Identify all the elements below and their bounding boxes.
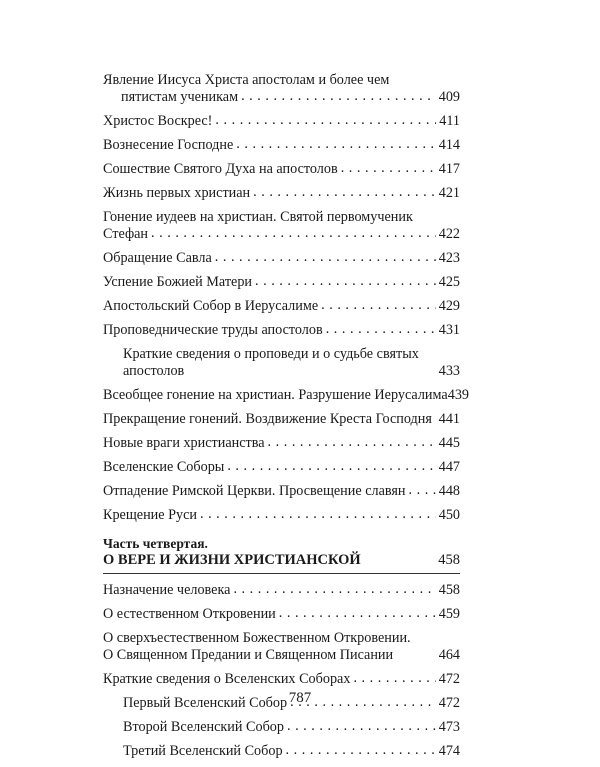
leader-dots [227, 458, 435, 475]
toc-entry-title: Первый Вселенский Собор [123, 695, 288, 711]
toc-page-number: 473 [438, 719, 460, 735]
toc-page-number: 472 [438, 671, 460, 687]
toc-subentry [123, 346, 460, 380]
leader-dots [200, 506, 436, 523]
toc-entry-title: пятистам ученикам [121, 89, 239, 105]
toc-entry-title: Проповеднические труды апостолов [103, 322, 323, 338]
toc-entry [103, 630, 460, 664]
toc-entry-title: Вселенские Соборы [103, 459, 225, 475]
toc-entry-title: О Священном Предании и Священном Писании [103, 647, 394, 663]
toc-page-number: 472 [438, 695, 460, 711]
toc-page-number: 417 [438, 161, 460, 177]
toc-page-number: 433 [438, 363, 460, 379]
page-number: 787 [288, 690, 312, 706]
leader-dots [268, 434, 436, 451]
toc-entry [103, 72, 460, 106]
toc-subentry [123, 719, 460, 736]
leader-dots [253, 184, 436, 201]
toc-entry-title: Христос Воскрес! [103, 113, 213, 129]
toc-entry [103, 322, 460, 339]
toc-page-number: 425 [438, 274, 460, 290]
toc-entry-title: О естественном Откровении [103, 606, 276, 622]
leader-dots [215, 249, 436, 266]
toc-page-number: 450 [438, 507, 460, 523]
toc-entry-title: Вознесение Господне [103, 137, 234, 153]
toc-page-number: 448 [438, 483, 460, 499]
toc-page-number: 441 [438, 411, 460, 427]
leader-dots [287, 718, 436, 735]
toc-page-number: 458 [438, 552, 460, 568]
divider [103, 573, 460, 574]
leader-dots [409, 482, 436, 499]
toc-page-number: 429 [438, 298, 460, 314]
toc-page-number: 458 [438, 582, 460, 598]
toc-entry-title: Отпадение Римской Церкви. Просвещение славян [103, 483, 406, 499]
leader-dots [215, 112, 436, 129]
toc-page-number: 474 [438, 743, 460, 759]
toc-entry-title-line1: О сверхъестественном Божественном Откровении. [103, 630, 411, 646]
toc-entry-title: апостолов [123, 363, 185, 379]
toc-entry-title: Крещение Руси [103, 507, 197, 523]
toc-page-number: 411 [439, 113, 460, 129]
toc-entry-title: Второй Вселенский Собор [123, 719, 284, 735]
leader-dots [326, 321, 436, 338]
leader-dots [321, 297, 436, 314]
toc-entry-title-line1: Явление Иисуса Христа апостолам и более чем [103, 72, 390, 88]
leader-dots [233, 581, 435, 598]
toc-entry [103, 113, 460, 130]
part-title: О ВЕРЕ И ЖИЗНИ ХРИСТИАНСКОЙ [103, 552, 361, 568]
toc-page-number: 422 [438, 226, 460, 242]
toc-entry-title: Назначение человека [103, 582, 231, 598]
toc-entry-title: Апостольский Собор в Иерусалиме [103, 298, 319, 314]
toc-entry [103, 507, 460, 524]
toc-entry-title: Прекращение гонений. Воздвижение Креста Господня [103, 411, 432, 427]
toc-entry-title: Обращение Савла [103, 250, 212, 266]
leader-dots [353, 670, 435, 687]
toc-page-number: 445 [438, 435, 460, 451]
toc-entry-title: Краткие сведения о Вселенских Соборах [103, 671, 351, 687]
toc-entry-title: Жизнь первых христиан [103, 185, 251, 201]
leader-dots [236, 136, 435, 153]
toc-entry-title: Новые враги христианства [103, 435, 265, 451]
toc-entry [103, 185, 460, 202]
leader-dots [255, 273, 436, 290]
leader-dots [341, 160, 436, 177]
toc-entry [103, 137, 460, 154]
toc-page-number: 464 [438, 647, 460, 663]
toc-entry [103, 298, 460, 315]
toc-entry-title-line1: Краткие сведения о проповеди и о судьбе святых [123, 346, 419, 362]
leader-dots [241, 88, 436, 105]
toc-entry [103, 671, 460, 688]
toc-page-number: 423 [438, 250, 460, 266]
toc-page-number: 459 [438, 606, 460, 622]
toc-entry-title: Всеобщее гонение на христиан. Разрушение Иерусалима [103, 387, 448, 403]
toc-page-number: 414 [438, 137, 460, 153]
leader-dots [151, 225, 436, 242]
toc-subentry [123, 743, 460, 760]
toc-page-number: 409 [438, 89, 460, 105]
leader-dots [286, 742, 436, 759]
toc-entry [103, 161, 460, 178]
toc-entry [103, 582, 460, 599]
toc-entry [103, 411, 460, 428]
toc-entry-title-line1: Гонение иудеев на христиан. Святой первомученик [103, 209, 413, 225]
toc-entry-title: Успение Божией Матери [103, 274, 253, 290]
toc-entry [103, 606, 460, 623]
toc-entry [103, 250, 460, 267]
toc-page-number: 421 [438, 185, 460, 201]
toc-entry [103, 209, 460, 243]
part-heading [103, 552, 460, 569]
table-of-contents [103, 72, 469, 767]
toc-entry-title: Третий Вселенский Собор [123, 743, 283, 759]
toc-entry [103, 483, 460, 500]
part-label: Часть четвертая. [103, 536, 208, 551]
toc-entry [103, 387, 469, 404]
toc-entry [103, 459, 460, 476]
toc-page-number: 447 [438, 459, 460, 475]
toc-page-number: 431 [438, 322, 460, 338]
toc-entry-title: Сошествие Святого Духа на апостолов [103, 161, 338, 177]
toc-entry-title: Стефан [103, 226, 149, 242]
leader-dots [279, 605, 436, 622]
toc-entry [103, 274, 460, 291]
toc-page-number: 439 [447, 387, 469, 403]
toc-entry [103, 435, 460, 452]
